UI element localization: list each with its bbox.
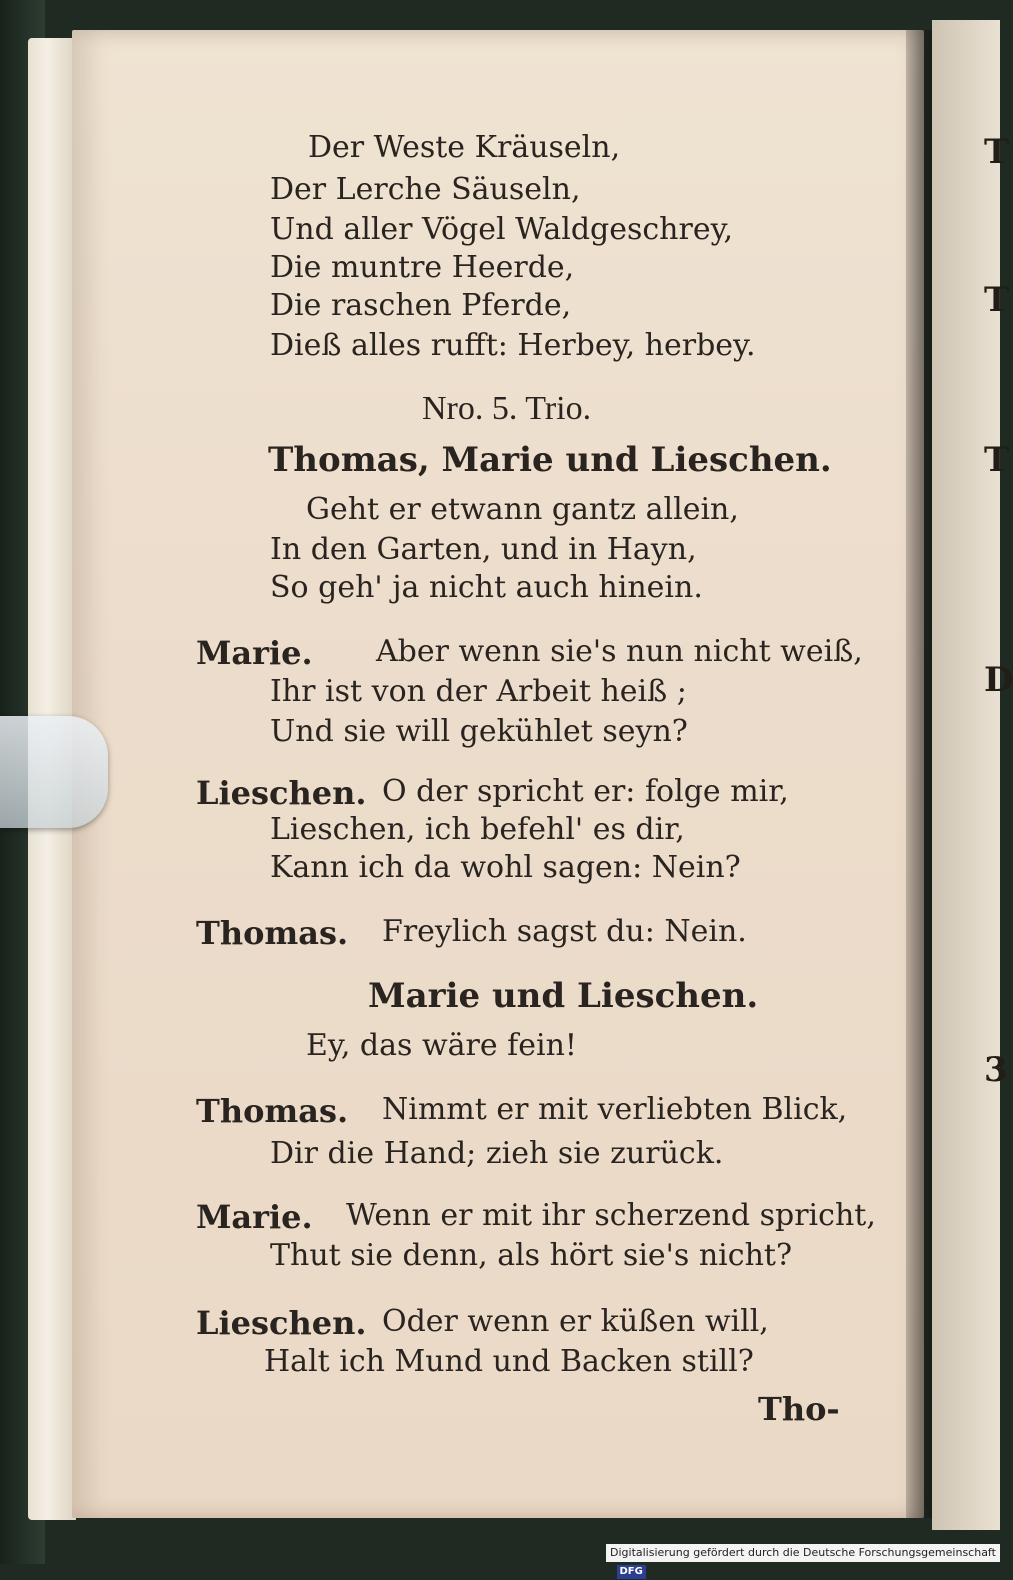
verse-line: Oder wenn er küßen will, — [382, 1304, 769, 1339]
facing-page-fragment: D — [984, 660, 1013, 700]
verse-line: Ey, das wäre fein! — [306, 1028, 577, 1063]
number-heading: Nro. 5. Trio. — [422, 390, 592, 427]
verse-line: Dieß alles rufft: Herbey, herbey. — [270, 328, 756, 363]
verse-line: Die raschen Pferde, — [270, 288, 572, 323]
speaker-name: Marie. — [196, 1198, 313, 1236]
digitization-footer — [606, 1544, 1000, 1577]
verse-line: Der Lerche Säuseln, — [270, 172, 581, 207]
verse-line: Lieschen, ich befehl' es dir, — [270, 812, 685, 847]
verse-line: So geh' ja nicht auch hinein. — [270, 570, 703, 605]
speaker-name: Marie. — [196, 634, 313, 672]
book-clip — [0, 716, 108, 828]
verse-line: O der spricht er: folge mir, — [382, 774, 789, 809]
facing-page-edge — [932, 20, 1013, 1530]
verse-line: Halt ich Mund und Backen still? — [264, 1344, 754, 1379]
verse-line: Ihr ist von der Arbeit heiß ; — [270, 674, 687, 709]
verse-line: Geht er etwann gantz allein, — [306, 492, 739, 527]
verse-line: Wenn er mit ihr scherzend spricht, — [346, 1198, 876, 1233]
verse-line: Dir die Hand; zieh sie zurück. — [270, 1136, 724, 1171]
verse-line: Freylich sagst du: Nein. — [382, 914, 747, 949]
duo-heading: Marie und Lieschen. — [368, 976, 759, 1016]
speaker-name: Thomas. — [196, 914, 349, 952]
verse-line: Thut sie denn, als hört sie's nicht? — [270, 1238, 793, 1273]
verse-line: In den Garten, und in Hayn, — [270, 532, 697, 567]
trio-heading: Thomas, Marie und Lieschen. — [268, 440, 832, 480]
verse-line: Aber wenn sie's nun nicht weiß, — [376, 634, 863, 669]
verse-line: Der Weste Kräuseln, — [308, 130, 621, 165]
verse-line: Kann ich da wohl sagen: Nein? — [270, 850, 741, 885]
facing-page-fragment: T — [984, 132, 1010, 172]
facing-page-fragment: 3 — [984, 1050, 1008, 1090]
verse-line: Und aller Vögel Waldgeschrey, — [270, 212, 734, 247]
footer-text: Digitalisierung gefördert durch die Deutsche Forschungsgemeinschaft · — [610, 1546, 996, 1577]
facing-page-fragment: T — [984, 440, 1010, 480]
verse-line: Die muntre Heerde, — [270, 250, 575, 285]
facing-page-fragment: T — [984, 280, 1010, 320]
speaker-name: Lieschen. — [196, 774, 367, 812]
verse-line: Nimmt er mit verliebten Blick, — [382, 1092, 848, 1127]
verse-line: Und sie will gekühlet seyn? — [270, 714, 688, 749]
dfg-logo: DFG — [617, 1565, 646, 1579]
speaker-name: Thomas. — [196, 1092, 349, 1130]
catchword: Tho- — [758, 1390, 840, 1428]
speaker-name: Lieschen. — [196, 1304, 367, 1342]
